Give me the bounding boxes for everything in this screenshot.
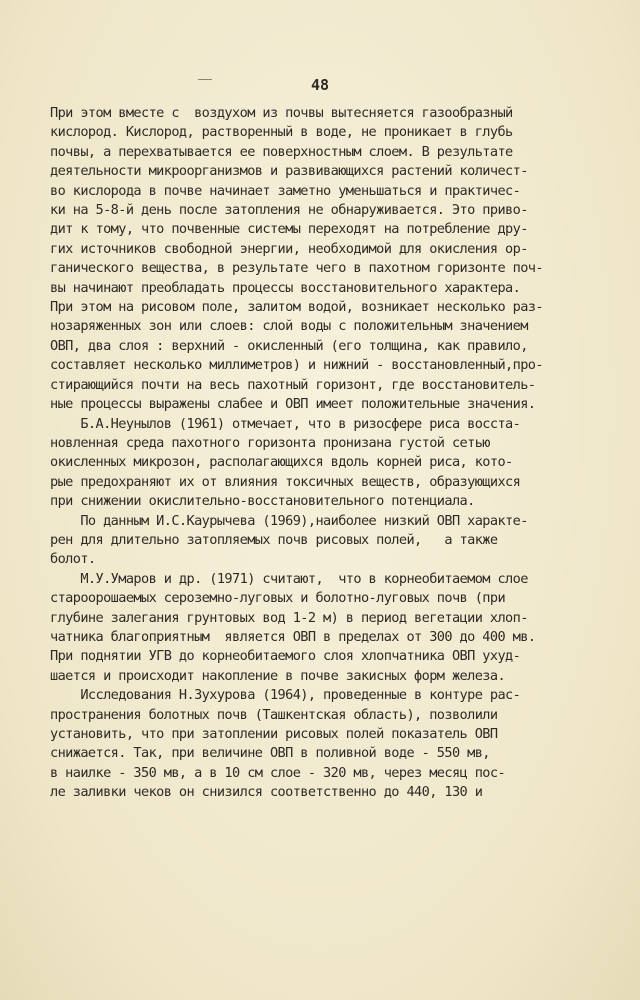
text-line: ные процессы выражены слабее и ОВП имеет положительные значения. — [50, 396, 536, 413]
text-line: дит к тому, что почвенные системы переходят на потребление дру- — [50, 221, 528, 238]
text-line: установить, что при затоплении рисовых полей показатель ОВП — [50, 726, 498, 742]
text-line: ки на 5-8-й день после затопления не обнаруживается. Это приво- — [50, 202, 528, 219]
text-line: чатника благоприятным является ОВП в пределах от 300 до 400 мв. — [50, 628, 536, 645]
text-line: болот. — [50, 551, 96, 568]
text-line: окисленных микрозон, располагающихся вдоль корней риса, кото- — [50, 454, 513, 471]
text-line: новленная среда пахотного горизонта пронизана густой сетью — [50, 434, 490, 451]
text-line: составляет несколько миллиметров) и нижний - восстановленный,про- — [50, 357, 543, 374]
text-line: деятельности микроорганизмов и развивающихся растений количест- — [50, 163, 528, 180]
text-line: ОВП, два слоя : верхний - окисленный (его толщина, как правило, — [50, 337, 528, 354]
text-line: нозаряженных зон или слоев: слой воды с положительным значением — [50, 318, 528, 335]
text-line: в наилке - 350 мв, а в 10 см слое - 320 мв, через месяц пос- — [50, 764, 506, 781]
body-text — [50, 104, 610, 803]
text-line: почвы, а перехватывается ее поверхностным слоем. В результате — [50, 143, 513, 160]
text-line: кислород. Кислород, растворенный в воде, не проникает в глубь — [50, 124, 513, 141]
text-line: Б.А.Неунылов (1961) отмечает, что в ризосфере риса восста- — [50, 415, 521, 432]
text-line: вы начинают преобладать процессы восстановительного характера. — [50, 279, 521, 296]
text-line: пространения болотных почв (Ташкентская область), позволили — [50, 706, 498, 723]
text-line: гих источников свободной энергии, необходимой для окисления ор- — [50, 240, 528, 257]
text-line: рен для длительно затопляемых почв рисовых полей, а также — [50, 531, 498, 548]
text-line: ле заливки чеков он снизился соответственно до 440, 130 и — [50, 784, 483, 801]
text-line: во кислорода в почве начинает заметно уменьшаться и практичес- — [50, 182, 521, 199]
text-line: При этом на рисовом поле, залитом водой, возникает несколько раз- — [50, 299, 543, 316]
text-line: стирающийся почти на весь пахотный горизонт, где восстановитель- — [50, 376, 536, 393]
text-line: При этом вместе с воздухом из почвы вытесняется газообразный — [50, 105, 513, 121]
text-line: глубине залегания грунтовых вод 1-2 м) в период вегетации хлоп- — [50, 609, 528, 626]
text-line: староорошаемых сероземно-луговых и болотно-луговых почв (при — [50, 590, 506, 607]
text-line: Исследования Н.Зухурова (1964), проведенные в контуре рас- — [50, 687, 521, 704]
text-line: При поднятии УГВ до корнеобитаемого слоя хлопчатника ОВП ухуд- — [50, 648, 521, 665]
text-line: рые предохраняют их от влияния токсичных веществ, образующихся — [50, 473, 521, 490]
pencil-mark — [198, 79, 212, 80]
text-line: шается и происходит накопление в почве закисных форм железа. — [50, 667, 506, 684]
text-line: М.У.Умаров и др. (1971) считают, что в корнеобитаемом слое — [50, 570, 528, 587]
page-number: 48 — [311, 76, 330, 94]
text-line: ганического вещества, в результате чего в пахотном горизонте поч- — [50, 260, 543, 277]
text-line: снижается. Так, при величине ОВП в поливной воде - 550 мв, — [50, 745, 490, 762]
text-line: По данным И.С.Каурычева (1969),наиболее низкий ОВП характе- — [50, 512, 528, 529]
text-line: при снижении окислительно-восстановительного потенциала. — [50, 493, 475, 510]
